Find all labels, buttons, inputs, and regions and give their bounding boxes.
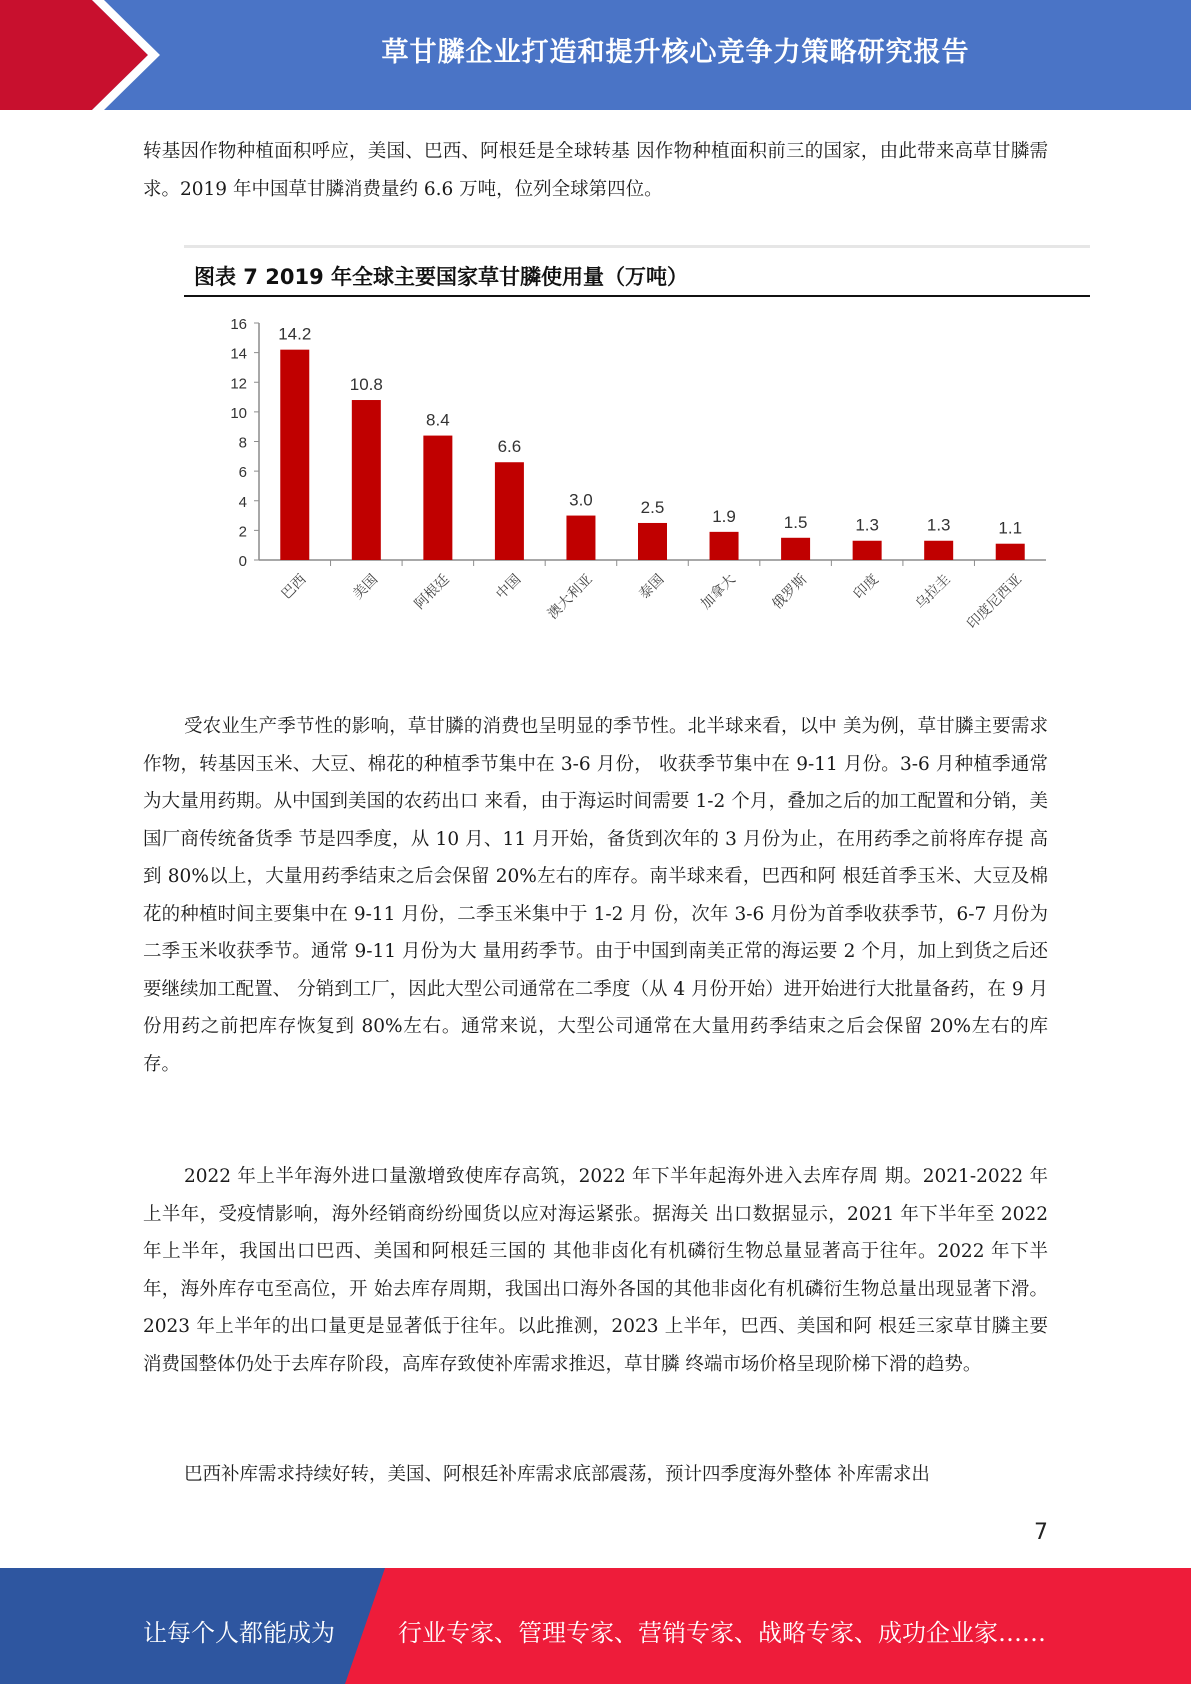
bar-chart — [184, 245, 1090, 665]
bar-1 — [352, 400, 381, 560]
x-category-label: 乌拉圭 — [912, 571, 954, 613]
bar-4 — [566, 516, 595, 560]
y-tick-label: 14 — [230, 345, 247, 363]
x-category-label: 泰国 — [636, 571, 668, 603]
bar-value-label: 1.5 — [783, 512, 808, 532]
x-category-label: 阿根廷 — [411, 571, 453, 613]
figure-title: 图表 7 2019 年全球主要国家草甘膦使用量（万吨） — [194, 265, 688, 289]
bar-7 — [781, 538, 810, 560]
bar-value-label: 1.9 — [712, 506, 736, 526]
paragraph-4: 巴西补库需求持续好转，美国、阿根廷补库需求底部震荡，预计四季度海外整体 补库需求出 — [184, 1464, 930, 1485]
footer-slogan-left: 让每个人都能成为 — [143, 1619, 335, 1647]
page-number: 7 — [1034, 1520, 1048, 1545]
y-tick-label: 12 — [230, 375, 247, 393]
bar-value-label: 3.0 — [569, 490, 593, 510]
page-footer — [0, 1568, 1191, 1684]
footer-slogan-right: 行业专家、管理专家、营销专家、战略专家、成功企业家…… — [398, 1619, 1046, 1647]
bar-0 — [280, 350, 309, 560]
x-category-label: 巴西 — [278, 571, 310, 603]
bar-5 — [638, 523, 667, 560]
x-category-label: 美国 — [350, 571, 382, 603]
bar-value-label: 14.2 — [278, 324, 312, 344]
bar-9 — [924, 541, 953, 560]
bar-10 — [996, 544, 1025, 560]
bar-value-label: 1.3 — [855, 515, 879, 535]
x-category-label: 澳大利亚 — [544, 571, 596, 623]
bar-value-label: 6.6 — [497, 437, 522, 457]
bar-value-label: 2.5 — [640, 497, 665, 517]
y-tick-label: 4 — [238, 493, 247, 511]
header-arrow-decoration — [0, 0, 160, 110]
page-header — [0, 0, 1191, 110]
bar-value-label: 1.3 — [926, 515, 951, 535]
x-category-label: 中国 — [493, 571, 525, 603]
y-tick-label: 16 — [230, 316, 247, 333]
y-tick-label: 2 — [238, 523, 247, 541]
y-tick-label: 0 — [238, 553, 247, 570]
x-category-label: 加拿大 — [697, 571, 739, 613]
paragraph-1: 转基因作物种植面积呼应，美国、巴西、阿根廷是全球转基 因作物种植面积前三的国家，由此带来高草甘膦需求。2019 年中国草甘膦消费量约 6.6 万吨，位列全球第四位。 — [143, 141, 1048, 200]
bar-value-label: 8.4 — [426, 410, 450, 430]
bar-6 — [710, 532, 739, 560]
paragraph-2: 受农业生产季节性的影响，草甘膦的消费也呈明显的季节性。北半球来看，以中 美为例，草甘膦主要需求作物，转基因玉米、大豆、棉花的种植季节集中在 3-6 月份， 收获季节集中在 9-11 月份。3-6 月种植季通常为大量用药期。从中国到美国的农药出口 来看，由于海运时间需要 1-2 个月，叠加之后的加工配置和分销，美国厂商传统备货季 节是四季度，从 10 月、11 月开始，备货到次年的 3 月份为止，在用药季之前将库存提 高到 80%以上，大量用药季结束之后会保留 20%左右的库存。南半球来看，巴西和阿 根廷首季玉米、大豆及棉花的种植时间主要集中在 9-11 月份，二季玉米集中于 1-2 月 份，次年 3-6 月份为首季收获季节，6-7 月份为二季玉米收获季节。通常 9-11 月份为大 量用药季节。由于中国到南美正常的海运要 2 个月，加上到货之后还要继续加工配置、 分销到工厂，因此大型公司通常在二季度（从 4 月份开始）进开始进行大批量备药，在 9 月份用药之前把库存恢复到 80%左右。通常来说，大型公司通常在大量用药季结束之后会保留 20%左右的库存。 — [143, 716, 1048, 1075]
x-category-label: 俄罗斯 — [769, 571, 811, 613]
bar-3 — [495, 462, 524, 560]
bar-value-label: 1.1 — [998, 518, 1023, 538]
report-title: 草甘膦企业打造和提升核心竞争力策略研究报告 — [381, 37, 970, 68]
x-category-label: 印度 — [850, 571, 882, 603]
y-tick-label: 10 — [230, 404, 247, 422]
paragraph-3: 2022 年上半年海外进口量激增致使库存高筑，2022 年下半年起海外进入去库存周 期。2021-2022 年上半年，受疫情影响，海外经销商纷纷囤货以应对海运紧张。据海关 出口数据显示，2021 年下半年至 2022 年上半年，我国出口巴西、美国和阿根廷三国的 其他非卤化有机磷衍生物总量显著高于往年。2022 年下半年，海外库存屯至高位，开 始去库存周期，我国出口海外各国的其他非卤化有机磷衍生物总量出现显著下滑。 2023 年上半年的出口量更是显著低于往年。以此推测，2023 上半年，巴西、美国和阿 根廷三家草甘膦主要消费国整体仍处于去库存阶段，高库存致使补库需求推迟，草甘膦 终端市场价格呈现阶梯下滑的趋势。 — [143, 1166, 1048, 1375]
bar-value-label: 10.8 — [349, 375, 383, 395]
bar-8 — [853, 541, 882, 560]
y-tick-label: 8 — [238, 434, 247, 452]
figure-7 — [184, 245, 1090, 665]
y-tick-label: 6 — [238, 464, 247, 482]
bar-2 — [423, 436, 452, 560]
x-category-label: 印度尼西亚 — [964, 571, 1026, 633]
